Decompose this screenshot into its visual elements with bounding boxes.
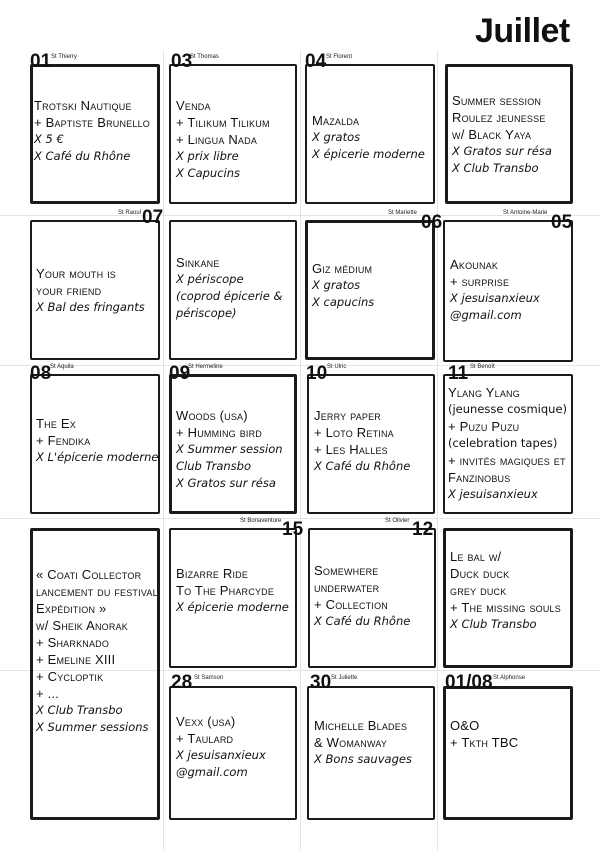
event-act-line: Michelle Blades — [314, 718, 408, 733]
event-act-line: + Les Halles — [314, 442, 388, 457]
event-act-line: + Tkth TBC — [450, 735, 519, 750]
event-info-line: Club Transbo — [176, 459, 251, 473]
event-act-line: (jeunesse cosmique) — [448, 402, 568, 416]
event-act-line: The Ex — [36, 416, 76, 431]
event-act-line: + The missing souls — [450, 600, 561, 615]
event-info-line: X Club Transbo — [452, 161, 539, 175]
saint-name: St Ulric — [327, 364, 347, 370]
event-details — [36, 415, 160, 466]
event-details — [448, 384, 573, 503]
event-info-line: X Summer session — [176, 442, 283, 456]
event-act-line: Trotski Nautique — [34, 98, 132, 113]
event-info-line: X 5 € — [34, 132, 64, 146]
event-info-line: X jesuisanxieux — [176, 748, 266, 762]
event-info-line: X Gratos sur résa — [452, 144, 552, 158]
saint-name: St Samson — [194, 675, 224, 681]
event-act-line: your friend — [36, 283, 102, 298]
event-act-line: To The Pharcyde — [176, 583, 275, 598]
event-info-line: X Bal des fringants — [36, 300, 145, 314]
event-act-line: + Humming bird — [176, 425, 263, 440]
event-info-line: X Gratos sur résa — [176, 476, 276, 490]
event-details — [176, 565, 294, 616]
event-details — [314, 407, 434, 475]
event-details — [176, 97, 294, 182]
day-number: 01 — [30, 51, 52, 72]
event-details — [314, 717, 434, 768]
saint-name: St Aquila — [50, 364, 74, 370]
event-act-line: + Cycloptik — [36, 669, 104, 684]
day-number: 07 — [142, 207, 164, 228]
event-details — [450, 256, 570, 324]
event-act-line: Akounak — [450, 257, 499, 272]
day-number: 03 — [171, 51, 193, 72]
event-info-line: périscope) — [176, 306, 237, 320]
event-act-line: + Sharknado — [36, 635, 110, 650]
event-act-line: Sinkane — [176, 255, 220, 270]
event-details — [450, 548, 570, 633]
event-info-line: X capucins — [312, 295, 375, 309]
saint-name: St Bonaventure — [240, 518, 282, 524]
day-number: 11 — [448, 363, 469, 384]
event-info-line: X Bons sauvages — [314, 752, 412, 766]
event-act-line: + Tilikum Tilikum — [176, 115, 270, 130]
event-info-line: X épicerie moderne — [312, 147, 425, 161]
day-number: 12 — [412, 519, 434, 540]
event-details — [36, 566, 160, 736]
event-act-line: + Puzu Puzu — [448, 419, 520, 434]
event-act-line: Bizarre Ride — [176, 566, 249, 581]
event-info-line: X L'épicerie moderne — [36, 450, 159, 464]
event-act-line: Venda — [176, 98, 211, 113]
event-info-line: X gratos — [312, 130, 361, 144]
event-act-line: Roulez jeunesse — [452, 110, 546, 125]
saint-name: St Benoît — [470, 364, 495, 370]
event-act-line: Fanzinobus — [448, 470, 511, 485]
event-act-line: Vexx (usa) — [176, 714, 236, 729]
event-info-line: X Café du Rhône — [314, 459, 411, 473]
event-act-line: Le bal w/ — [450, 549, 502, 564]
event-act-line: + surprise — [450, 274, 510, 289]
event-act-line: Giz médium — [312, 261, 373, 276]
event-act-line: w/ Black Yaya — [452, 127, 532, 142]
event-info-line: X Club Transbo — [36, 703, 123, 717]
event-details — [176, 254, 294, 322]
saint-name: St Mariette — [388, 210, 418, 216]
event-act-line: « Coati Collector — [36, 567, 142, 582]
day-number: 10 — [306, 363, 328, 384]
event-act-line: Duck duck — [450, 566, 510, 581]
event-act-line: lancement du festival — [36, 584, 158, 599]
event-act-line: Expédition » — [36, 601, 107, 616]
event-act-line: + Loto Retina — [314, 425, 394, 440]
saint-name: St Thierry — [51, 54, 77, 60]
day-number: 30 — [310, 672, 332, 693]
event-details — [314, 562, 434, 630]
event-details — [452, 92, 572, 177]
event-details — [36, 265, 158, 316]
event-details — [312, 112, 432, 163]
event-details — [450, 717, 570, 751]
event-act-line: + Collection — [314, 597, 389, 612]
event-act-line: + ... — [36, 686, 60, 701]
day-number: 04 — [305, 51, 327, 72]
event-info-line: @gmail.com — [176, 765, 248, 779]
day-number: 01/08 — [445, 672, 493, 693]
event-act-line: Ylang Ylang — [448, 385, 520, 400]
saint-name: St Raoul — [118, 210, 142, 216]
event-info-line: X Café du Rhône — [34, 149, 131, 163]
day-number: 15 — [282, 519, 304, 540]
event-act-line: Your mouth is — [36, 266, 116, 281]
event-info-line: X gratos — [312, 278, 361, 292]
event-info-line: X jesuisanxieux — [450, 291, 540, 305]
event-act-line: Somewhere — [314, 563, 379, 578]
event-act-line: w/ Sheik Anorak — [36, 618, 128, 633]
event-cell — [443, 686, 573, 820]
event-act-line: O&O — [450, 718, 480, 733]
event-info-line: X Café du Rhône — [314, 614, 411, 628]
event-act-line: Summer session — [452, 93, 542, 108]
event-act-line: underwater — [314, 580, 380, 595]
event-details — [176, 713, 294, 781]
event-details — [34, 97, 162, 165]
event-act-line: + Baptiste Brunello — [34, 115, 150, 130]
saint-name: St Thomas — [190, 54, 219, 60]
page-title: Juillet — [475, 12, 570, 50]
event-info-line: X périscope — [176, 272, 244, 286]
event-act-line: + Lingua Nada — [176, 132, 258, 147]
day-number: 28 — [171, 672, 193, 693]
event-info-line: X épicerie moderne — [176, 600, 289, 614]
day-number: 09 — [169, 363, 191, 384]
day-number: 08 — [30, 363, 52, 384]
event-act-line: Woods (usa) — [176, 408, 248, 423]
event-act-line: (celebration tapes) — [448, 436, 558, 450]
saint-name: St Alphonse — [493, 675, 526, 681]
event-info-line: (coprod épicerie & — [176, 289, 283, 303]
event-info-line: @gmail.com — [450, 308, 522, 322]
event-act-line: + invités magiques et — [448, 453, 566, 468]
event-info-line: X prix libre — [176, 149, 239, 163]
event-act-line: & Womanway — [314, 735, 388, 750]
day-number: 06 — [421, 212, 443, 233]
event-info-line: X jesuisanxieux — [448, 487, 538, 501]
event-info-line: X Summer sessions — [36, 720, 149, 734]
saint-name: St Juliette — [331, 675, 358, 681]
event-info-line: X Club Transbo — [450, 617, 537, 631]
saint-name: St Antoine-Marie — [503, 210, 548, 216]
event-act-line: + Emeline XIII — [36, 652, 116, 667]
event-details — [176, 407, 294, 492]
saint-name: St Florent — [326, 54, 353, 60]
event-act-line: Mazalda — [312, 113, 360, 128]
day-number: 05 — [551, 212, 573, 233]
event-info-line: X Capucins — [176, 166, 240, 180]
event-act-line: Jerry paper — [314, 408, 381, 423]
event-act-line: grey duck — [450, 583, 507, 598]
event-details — [312, 260, 432, 311]
saint-name: St Olivier — [385, 518, 410, 524]
saint-name: St Hermeline — [188, 364, 223, 370]
event-act-line: + Fendika — [36, 433, 91, 448]
event-act-line: + Taulard — [176, 731, 234, 746]
